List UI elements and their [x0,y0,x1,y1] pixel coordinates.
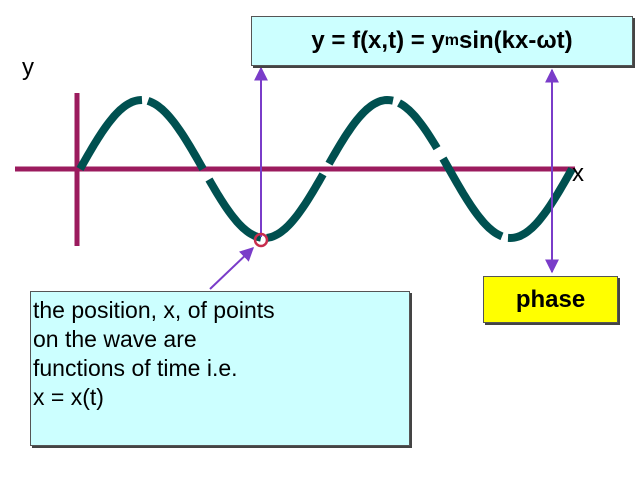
equation-subscript: m [444,32,459,49]
y-axis-label: y [22,54,34,81]
wave-segment [267,174,323,238]
equation-prefix: y = f(x,t) = y [311,27,445,54]
equation-suffix: sin(kx-ωt) [459,27,573,54]
position-note-box: the position, x, of points on the wave are functions of time i.e. x = x(t) [30,291,410,446]
wave-segment [80,100,142,169]
wave-segment [148,101,203,169]
phase-box: phase [483,276,618,323]
x-axis-label: x [572,160,584,187]
wave-segment [209,180,261,238]
wave-segment [329,100,393,164]
wave-segment [508,169,572,238]
wave-segment [399,103,437,148]
position-arrow [210,248,253,289]
equation-box [251,16,633,66]
